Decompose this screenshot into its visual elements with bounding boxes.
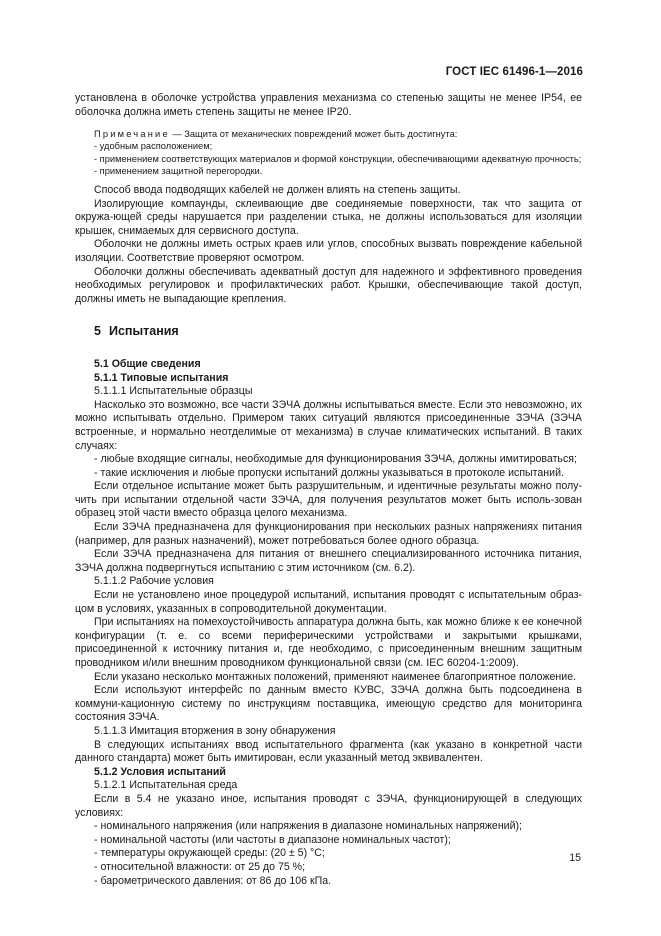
section-5-heading: 5 Испытания — [94, 324, 179, 339]
page-number: 15 — [569, 852, 581, 864]
paragraph: При испытаниях на помехоустойчивость аппаратура должна быть, как можно ближе к ее конечной конфигурации (т. е. со всеми периферическими устройствами и закрытыми крышками, присоединенной к источнику питания и, где необходимо, с присоединенным внешним защитным проводником и/или внешним проводником функциональной связи (см. IEC 60204-1:2009). — [75, 616, 582, 669]
section-5-1-1-1-heading: 5.1.1.1 Испытательные образцы — [94, 385, 253, 398]
note-lead — [75, 128, 582, 140]
section-5-1-1-3-heading: 5.1.1.3 Имитация вторжения в зону обнаружения — [94, 724, 336, 737]
note-item: - удобным расположением; — [94, 141, 213, 152]
paragraph: Если используют интерфейс по данным вместо КУВС, ЗЭЧА должна быть подсоединена в коммуни-кационную систему по инструкциям поставщика, имеющую средство для мониторинга состояния ЗЭЧА. — [75, 684, 582, 724]
paragraph: Если указано несколько монтажных положений, применяют наименее благоприятное положение. — [94, 670, 577, 683]
list-item: - такие исключения и любые пропуски испытаний должны указываться в протоколе испытаний. — [94, 466, 564, 479]
note-item: - применением защитной перегородки. — [94, 165, 263, 176]
paragraph: Если в 5.4 не указано иное, испытания проводят с ЗЭЧА, функционирующей в следующих условиях: — [75, 792, 582, 819]
paragraph: Способ ввода подводящих кабелей не должен влиять на степень защиты. — [94, 184, 461, 196]
paragraph: Изолирующие компаунды, склеивающие две соединяемые поверхности, так что защита от окружа-ющей среды нарушается при разделении стыка, не должны использоваться для изоляции крышек, снимаемых для сервисного доступа. — [75, 197, 582, 237]
paragraph: Если не установлено иное процедурой испытаний, испытания проводят с испытательным образ-цом в условиях, указанных в сопроводительной документации. — [75, 589, 582, 615]
paragraph: Насколько это возможно, все части ЗЭЧА должны испытываться вместе. Если это невозможно, их можно испытывать отдельно. Примером таких ситуаций являются присоединенные ЗЭЧА (ЗЭЧА встроенные, и нормально неотделимые от механизма) в случае климатических испытаний. В таких случаях: — [75, 398, 582, 452]
list-item: - температуры окружающей среды: (20 ± 5) °С; — [94, 847, 325, 860]
list-item: - номинального напряжения (или напряжения в диапазоне номинальных напряжений); — [94, 820, 522, 833]
note-label: Примечание — [94, 129, 170, 140]
list-item: - номинальной частоты (или частоты в диапазоне номинальных частот); — [94, 833, 451, 846]
paragraph: В следующих испытаниях ввод испытательного фрагмента (как указано в конкретной части данного стандарта) может быть имитирован, если указанный метод эквивалентен. — [75, 738, 582, 765]
page-content — [75, 92, 582, 888]
note-block — [75, 128, 582, 177]
section-5-1-1-heading: 5.1.1 Типовые испытания — [94, 371, 229, 384]
list-item: - относительной влажности: от 25 до 75 %; — [94, 860, 306, 873]
note-lead-text: — Защита от механических повреждений может быть достигнута: — [169, 129, 458, 140]
section-5-1-2-heading: 5.1.2 Условия испытаний — [94, 765, 226, 778]
paragraph: Если отдельное испытание может быть разрушительным, и идентичные результаты можно полу-чить при испытании отдельной части ЗЭЧА, для получения результатов может быть исполь-зован образец этой части вместо образца целого механизма. — [75, 480, 582, 520]
section-5-1-1-2-heading: 5.1.1.2 Рабочие условия — [94, 575, 214, 588]
section-5-1-2-1-heading: 5.1.2.1 Испытательная среда — [94, 779, 238, 792]
list-item: - любые входящие сигналы, необходимые для функционирования ЗЭЧА, должны имитироваться; — [94, 453, 577, 466]
section-5-1-heading: 5.1 Общие сведения — [94, 357, 201, 370]
paragraph: Оболочки должны обеспечивать адекватный доступ для надежного и эффективного проведения необходимых регулировок и профилактических работ. Крышки, обеспечивающие такой доступ, должны иметь не выпадающие крепления. — [75, 265, 582, 305]
paragraph: Если ЗЭЧА предназначена для функционирования при нескольких разных напряжениях питания (например, для разных назначений), может потребоваться более одного образца. — [75, 521, 582, 547]
paragraph: Оболочки не должны иметь острых краев или углов, способных вызвать повреждение кабельной изоляции. Соответствие проверяют осмотром. — [75, 238, 582, 264]
paragraph: Если ЗЭЧА предназначена для питания от внешнего специализированного источника питания, ЗЭЧА должна подвергнуться испытанию с этим источником (см. 6.2). — [75, 548, 582, 574]
note-item: - применением соответствующих материалов и формой конструкции, обеспечивающими адекватную прочность; — [94, 153, 582, 164]
continuation-paragraph: установлена в оболочке устройства управления механизма со степенью защиты не менее IP54, ее оболочка должна иметь степень защиты не менее IP20. — [75, 92, 582, 118]
document-code-header: ГОСТ IEC 61496-1—2016 — [445, 66, 583, 78]
list-item: - барометрического давления: от 86 до 106 кПа. — [94, 874, 332, 887]
